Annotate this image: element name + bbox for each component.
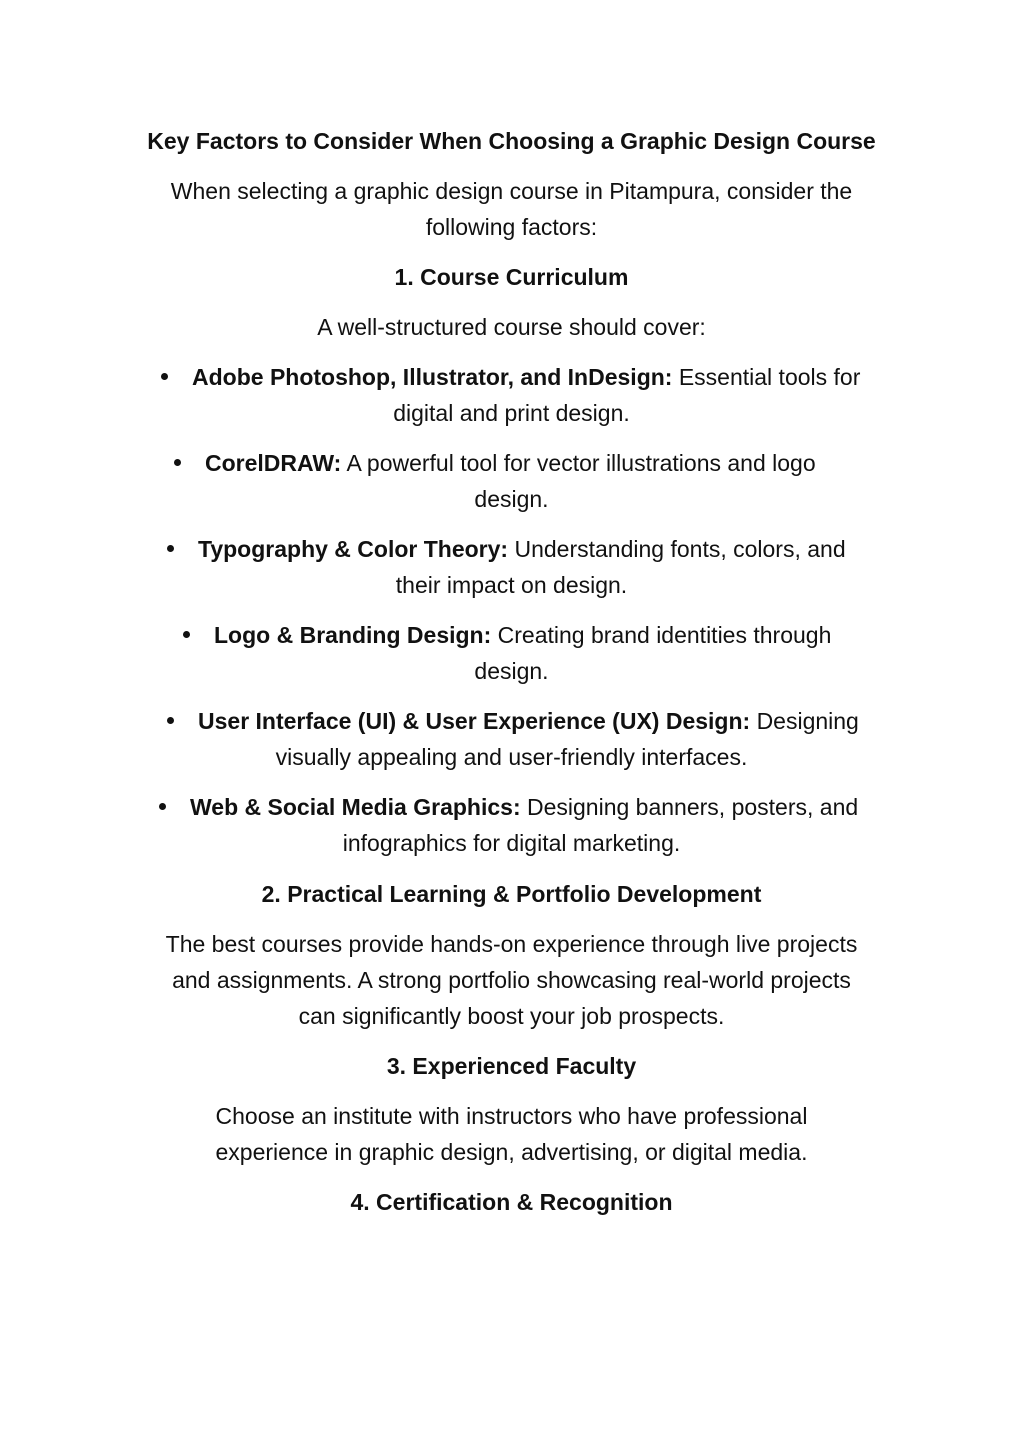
list-item-desc-cont: infographics for digital marketing. [342,830,681,856]
section-3-title: 3. Experienced Faculty [386,1053,637,1079]
list-item-desc-cont: visually appealing and user-friendly interfaces. [275,744,748,770]
bullet-icon [167,717,174,724]
list-item-desc-cont: design. [474,658,549,684]
list-item-term: Typography & Color Theory: [198,536,509,562]
list-item [167,531,846,567]
list-item-desc: Understanding fonts, colors, and [514,536,846,562]
section-1-lead: A well-structured course should cover: [317,314,706,340]
section-3-line-1: Choose an institute with instructors who have professional [215,1103,808,1129]
list-item [159,789,858,825]
intro-line-2: following factors: [425,214,598,240]
list-item-desc: Designing banners, posters, and [527,794,859,820]
list-item [161,359,860,395]
section-2-line-2: and assignments. A strong portfolio showcasing real-world projects [172,967,851,993]
list-item [174,445,816,481]
section-1-title: 1. Course Curriculum [394,264,629,290]
list-item-desc-cont: their impact on design. [395,572,628,598]
list-item [183,617,831,653]
section-2-line-3: can significantly boost your job prospects. [298,1003,725,1029]
section-4-title: 4. Certification & Recognition [350,1189,673,1215]
list-item-desc: Creating brand identities through [497,622,832,648]
list-item-desc: Designing [756,708,859,734]
intro-line-1: When selecting a graphic design course in Pitampura, consider the [170,178,853,204]
section-2-line-1: The best courses provide hands-on experience through live projects [165,931,858,957]
list-item-desc: Essential tools for [678,364,861,390]
bullet-icon [159,803,166,810]
list-item-term: User Interface (UI) & User Experience (UX) Design: [198,708,751,734]
section-2-title: 2. Practical Learning & Portfolio Development [261,881,762,907]
page-heading: Key Factors to Consider When Choosing a Graphic Design Course [147,128,876,154]
list-item-desc: A powerful tool for vector illustrations and logo [346,450,816,476]
list-item-term: Adobe Photoshop, Illustrator, and InDesign: [192,364,673,390]
list-item-term: CorelDRAW: [205,450,342,476]
list-item-desc-cont: design. [474,486,549,512]
bullet-icon [183,631,190,638]
bullet-icon [161,373,168,380]
bullet-icon [167,545,174,552]
list-item-term: Web & Social Media Graphics: [190,794,521,820]
bullet-icon [174,459,181,466]
list-item-term: Logo & Branding Design: [214,622,492,648]
list-item [167,703,859,739]
list-item-desc-cont: digital and print design. [393,400,630,426]
section-3-line-2: experience in graphic design, advertising, or digital media. [215,1139,808,1165]
